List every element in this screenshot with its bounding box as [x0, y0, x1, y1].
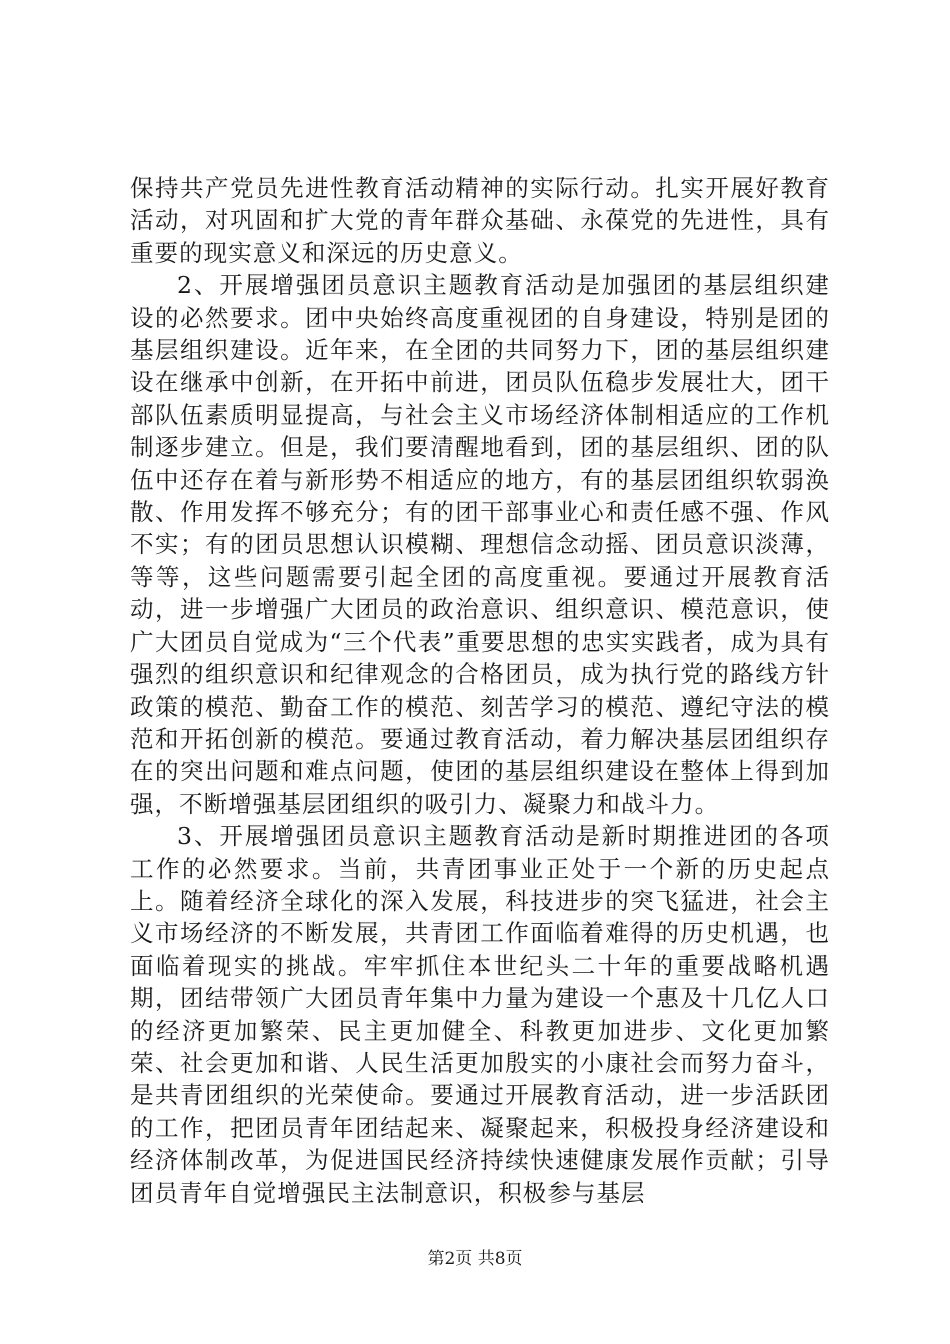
page-number-footer: 第2页 共8页 — [427, 1249, 523, 1269]
paragraph-2: 2、开展增强团员意识主题教育活动是加强团的基层组织建设的必然要求。团中央始终高度重视团的自身建设，特别是团的基层组织建设。近年来，在全团的共同努力下，团的基层组织建设在继承中创新，在开拓中前进，团员队伍稳步发展壮大，团干部队伍素质明显提高，与社会主义市场经济体制相适应的工作机制逐步建立。但是，我们要清醒地看到，团的基层组织、团的队伍中还存在着与新形势不相适应的地方，有的基层团组织软弱涣散、作用发挥不够充分；有的团干部事业心和责任感不强、作风不实；有的团员思想认识模糊、理想信念动摇、团员意识淡薄，等等，这些问题需要引起全团的高度重视。要通过开展教育活动，进一步增强广大团员的政治意识、组织意识、模范意识，使广大团员自觉成为“三个代表”重要思想的忠实实践者，成为具有强烈的组织意识和纪律观念的合格团员，成为执行党的路线方针政策的模范、勤奋工作的模范、刻苦学习的模范、遵纪守法的模范和开拓创新的模范。要通过教育活动，着力解决基层团组织存在的突出问题和难点问题，使团的基层组织建设在整体上得到加强，不断增强基层团组织的吸引力、凝聚力和战斗力。 — [130, 271, 830, 818]
paragraph-1: 保持共产党员先进性教育活动精神的实际行动。扎实开展好教育活动，对巩固和扩大党的青年群众基础、永葆党的先进性，具有重要的现实意义和深远的历史意义。 — [130, 174, 830, 267]
document-body — [130, 172, 830, 1209]
paragraph-3: 3、开展增强团员意识主题教育活动是新时期推进团的各项工作的必然要求。当前，共青团事业正处于一个新的历史起点上。随着经济全球化的深入发展，科技进步的突飞猛进，社会主义市场经济的不断发展，共青团工作面临着难得的历史机遇，也面临着现实的挑战。牢牢抓住本世纪头二十年的重要战略机遇期，团结带领广大团员青年集中力量为建设一个惠及十几亿人口的经济更加繁荣、民主更加健全、科教更加进步、文化更加繁荣、社会更加和谐、人民生活更加殷实的小康社会而努力奋斗，是共青团组织的光荣使命。要通过开展教育活动，进一步活跃团的工作，把团员青年团结起来、凝聚起来，积极投身经济建设和经济体制改革，为促进国民经济持续快速健康发展作贡献；引导团员青年自觉增强民主法制意识，积极参与基层 — [130, 822, 830, 1207]
